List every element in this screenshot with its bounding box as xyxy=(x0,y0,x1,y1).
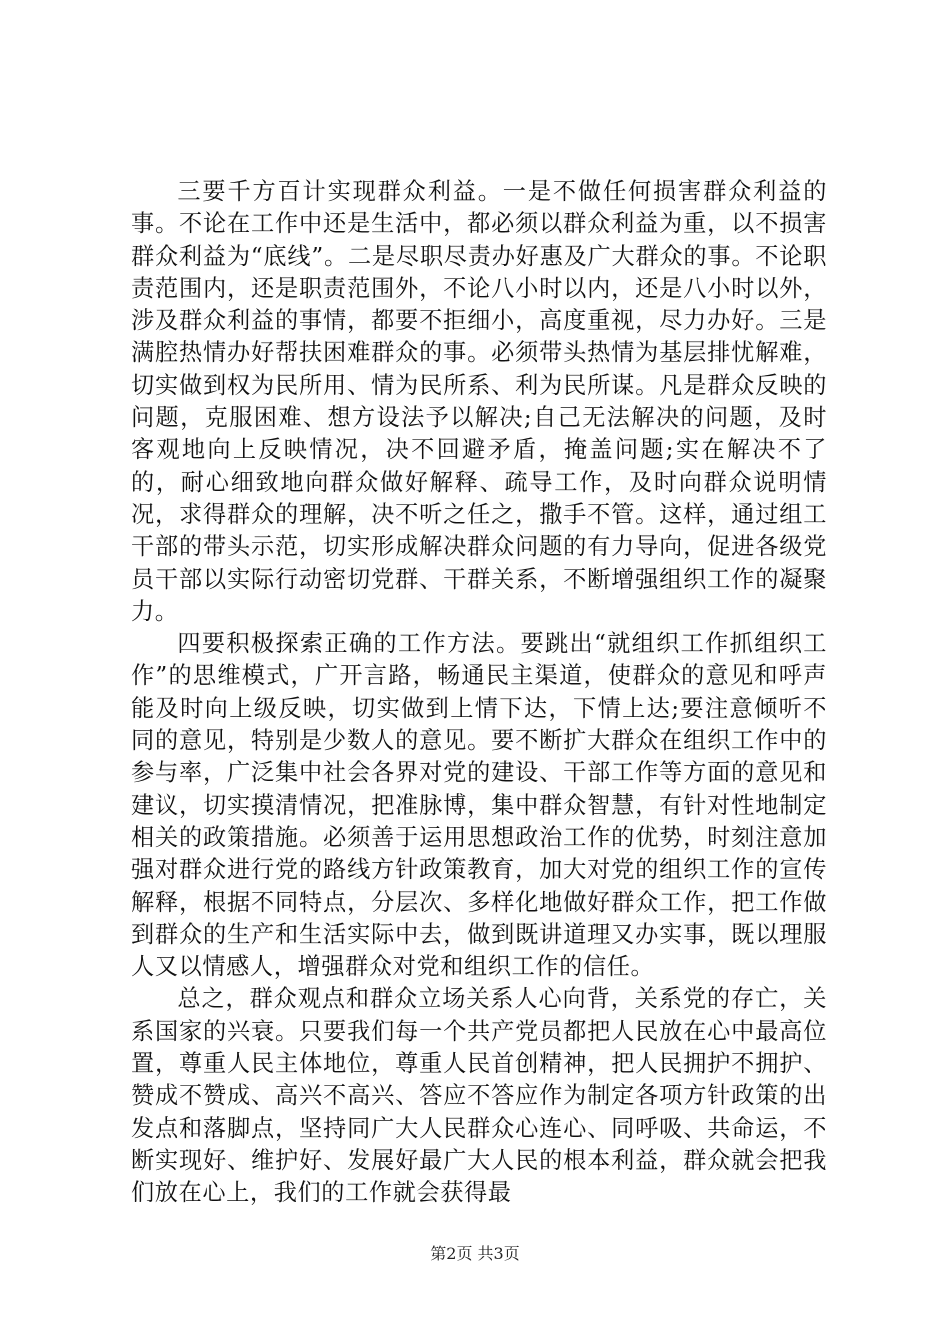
paragraph-2: 四要积极探索正确的工作方法。要跳出“就组织工作抓组织工作”的思维模式，广开言路，畅通民主渠道，使群众的意见和呼声能及时向上级反映，切实做到上情下达，下情上达;要注意倾听不同的意见，特别是少数人的意见。要不断扩大群众在组织工作中的参与率，广泛集中社会各界对党的建设、干部工作等方面的意见和建议，切实摸清情况，把准脉博，集中群众智慧，有针对性地制定相关的政策措施。必须善于运用思想政治工作的优势，时刻注意加强对群众进行党的路线方针政策教育，加大对党的组织工作的宣传解释，根据不同特点，分层次、多样化地做好群众工作，把工作做到群众的生产和生活实际中去，做到既讲道理又办实事，既以理服人又以情感人，增强群众对党和组织工作的信任。 xyxy=(131,630,827,981)
page-number-footer: 第2页 共3页 xyxy=(430,1244,520,1263)
paragraph-3: 总之，群众观点和群众立场关系人心向背，关系党的存亡，关系国家的兴衰。只要我们每一个共产党员都把人民放在心中最高位置，尊重人民主体地位，尊重人民首创精神，把人民拥护不拥护、赞成不赞成、高兴不高兴、答应不答应作为制定各项方针政策的出发点和落脚点，坚持同广大人民群众心连心、同呼吸、共命运，不断实现好、维护好、发展好最广大人民的根本利益，群众就会把我们放在心上，我们的工作就会获得最 xyxy=(131,985,827,1207)
paragraph-1: 三要千方百计实现群众利益。一是不做任何损害群众利益的事。不论在工作中还是生活中，都必须以群众利益为重，以不损害群众利益为“底线”。二是尽职尽责办好惠及广大群众的事。不论职责范围内，还是职责范围外，不论八小时以内，还是八小时以外，涉及群众利益的事情，都要不拒细小，高度重视，尽力办好。三是满腔热情办好帮扶困难群众的事。必须带头热情为基层排忧解难，切实做到权为民所用、情为民所系、利为民所谋。凡是群众反映的问题，克服困难、想方设法予以解决;自己无法解决的问题，及时客观地向上反映情况，决不回避矛盾，掩盖问题;实在解决不了的，耐心细致地向群众做好解释、疏导工作，及时向群众说明情况，求得群众的理解，决不听之任之，撒手不管。这样，通过组工干部的带头示范，切实形成解决群众问题的有力导向，促进各级党员干部以实际行动密切党群、干群关系，不断增强组织工作的凝聚力。 xyxy=(131,178,827,625)
document-body xyxy=(131,176,827,1210)
